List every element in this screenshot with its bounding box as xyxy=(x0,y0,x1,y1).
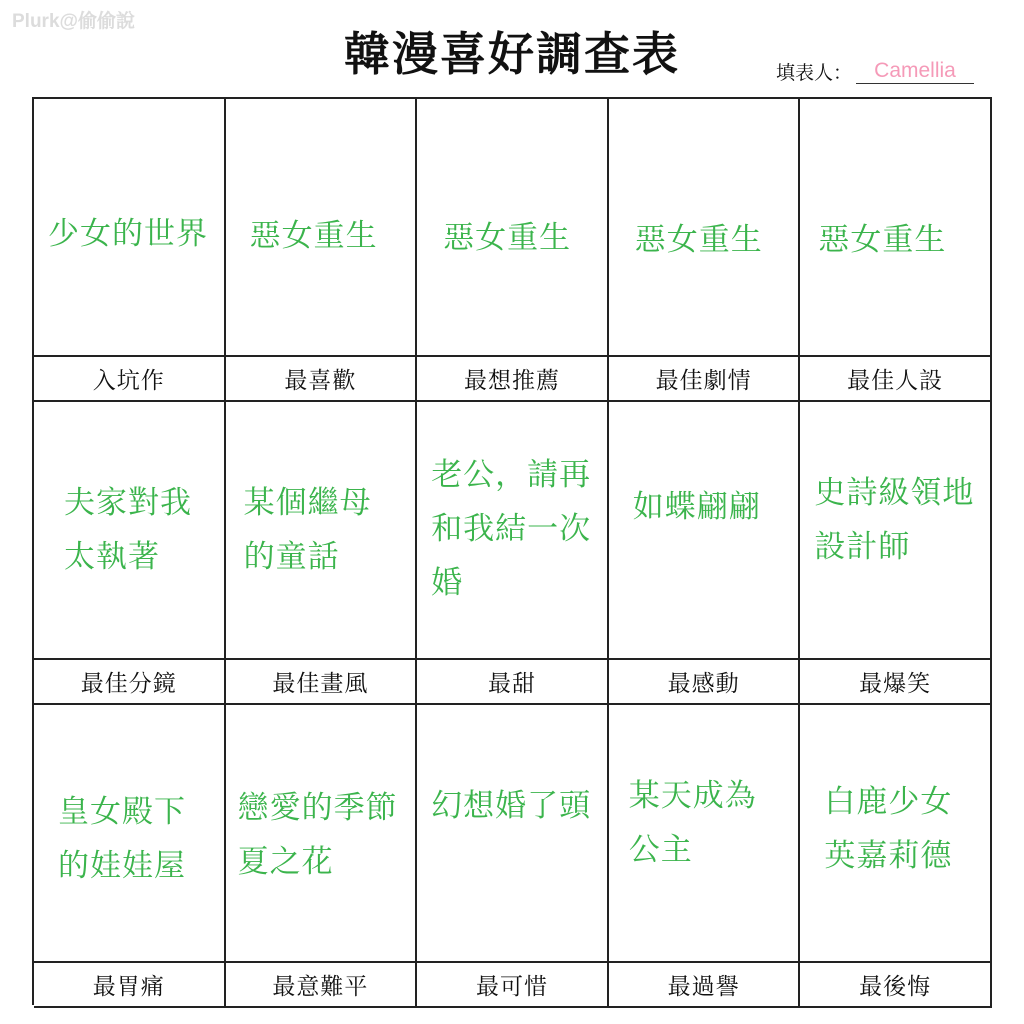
answer-cell[interactable] xyxy=(609,402,801,660)
answer-text: 惡女重生 xyxy=(443,220,572,256)
category-label: 最爆笑 xyxy=(859,671,932,697)
category-label: 最佳畫風 xyxy=(272,671,369,697)
filler-label: 填表人： xyxy=(776,62,853,84)
answer-text: 老公，請再 和我結一次 婚 xyxy=(431,457,592,601)
answer-row xyxy=(34,99,992,357)
answer-row xyxy=(34,705,992,963)
answer-cell[interactable] xyxy=(417,99,609,357)
category-label: 最後悔 xyxy=(859,974,932,1000)
answer-text: 夫家對我 太執著 xyxy=(64,485,192,575)
answer-cell[interactable] xyxy=(34,402,226,660)
answer-cell[interactable] xyxy=(800,705,992,963)
answer-cell[interactable] xyxy=(800,402,992,660)
category-cell xyxy=(417,660,609,705)
category-cell xyxy=(226,660,418,705)
label-row xyxy=(34,963,992,1008)
watermark: Plurk@偷偷說 xyxy=(12,11,136,32)
answer-cell[interactable] xyxy=(226,705,418,963)
answer-row xyxy=(34,402,992,660)
category-cell xyxy=(417,357,609,402)
answer-cell[interactable] xyxy=(417,402,609,660)
answer-cell[interactable] xyxy=(800,99,992,357)
category-label: 最意難平 xyxy=(272,974,369,1000)
category-label: 最喜歡 xyxy=(284,368,357,394)
answer-cell[interactable] xyxy=(34,99,226,357)
category-label: 最感動 xyxy=(667,671,740,697)
category-label: 最甜 xyxy=(487,671,536,697)
answer-cell[interactable] xyxy=(226,402,418,660)
category-label: 最過譽 xyxy=(667,974,740,1000)
category-label: 最佳劇情 xyxy=(655,368,752,394)
answer-cell[interactable] xyxy=(609,99,801,357)
page-title: 韓漫喜好調查表 xyxy=(344,27,680,81)
category-cell xyxy=(609,357,801,402)
answer-cell[interactable] xyxy=(609,705,801,963)
answer-text: 史詩級領地 設計師 xyxy=(814,475,975,565)
answer-cell[interactable] xyxy=(226,99,418,357)
category-label: 最佳分鏡 xyxy=(80,671,177,697)
category-cell xyxy=(34,357,226,402)
answer-text: 白鹿少女 英嘉莉德 xyxy=(824,784,953,874)
category-label: 最佳人設 xyxy=(847,368,944,394)
category-cell xyxy=(800,357,992,402)
category-label: 最想推薦 xyxy=(463,368,560,394)
category-cell xyxy=(800,963,992,1008)
category-cell xyxy=(609,660,801,705)
category-cell xyxy=(226,963,418,1008)
survey-grid xyxy=(32,97,992,1005)
category-label: 最可惜 xyxy=(475,974,548,1000)
answer-cell[interactable] xyxy=(34,705,226,963)
category-cell xyxy=(34,963,226,1008)
category-label: 最胃痛 xyxy=(92,974,165,1000)
category-cell xyxy=(226,357,418,402)
form-filler xyxy=(776,56,974,84)
filler-name-field[interactable]: Camellia xyxy=(856,59,974,84)
category-cell xyxy=(34,660,226,705)
answer-text: 如蝶翩翩 xyxy=(632,489,761,525)
label-row xyxy=(34,660,992,705)
category-label: 入坑作 xyxy=(92,368,165,394)
answer-text: 某天成為 公主 xyxy=(628,778,757,868)
answer-cell[interactable] xyxy=(417,705,609,963)
answer-text: 皇女殿下 的娃娃屋 xyxy=(58,794,186,884)
category-cell xyxy=(609,963,801,1008)
answer-text: 少女的世界 xyxy=(48,216,208,252)
answer-text: 戀愛的季節 夏之花 xyxy=(237,790,398,880)
answer-text: 惡女重生 xyxy=(634,222,763,258)
answer-text: 惡女重生 xyxy=(249,218,378,254)
category-cell xyxy=(417,963,609,1008)
label-row xyxy=(34,357,992,402)
answer-text: 某個繼母 的童話 xyxy=(243,485,372,575)
category-cell xyxy=(800,660,992,705)
answer-text: 幻想婚了頭 xyxy=(431,788,592,824)
answer-text: 惡女重生 xyxy=(818,222,947,258)
